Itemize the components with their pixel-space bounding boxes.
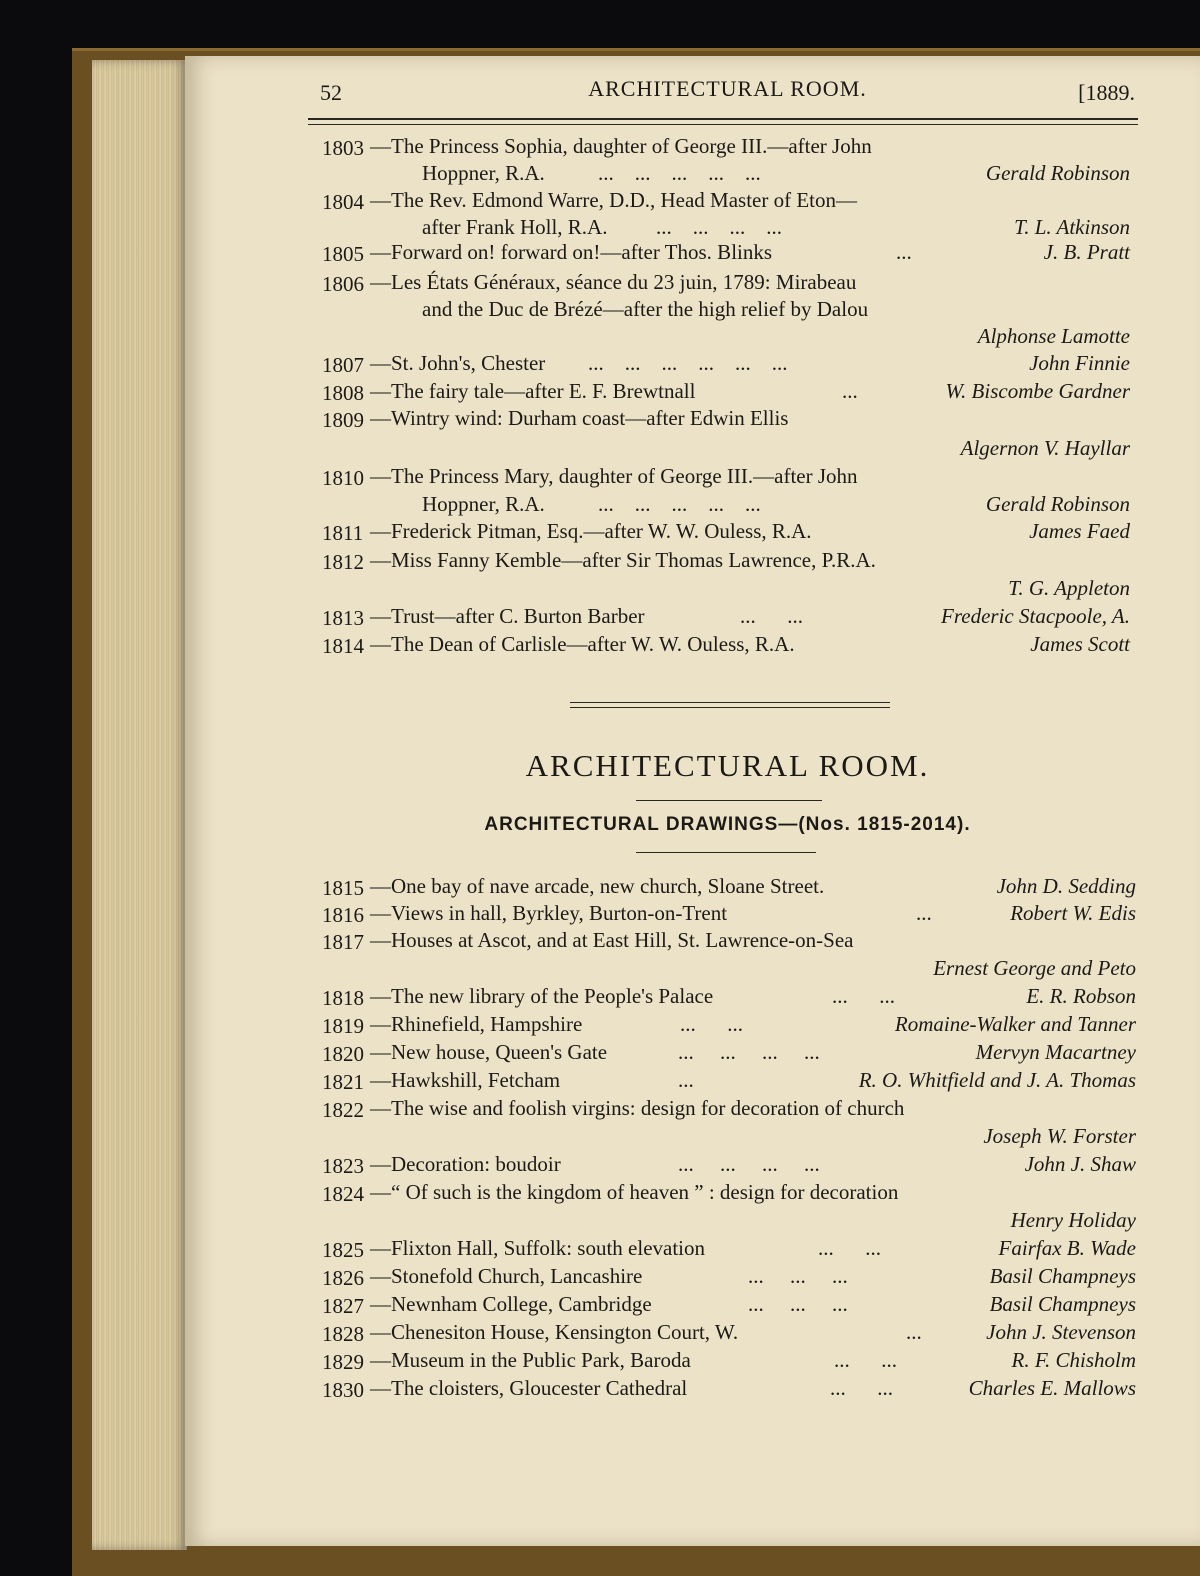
leader-dots: ... ... ... ... ... xyxy=(598,492,761,516)
page-number: 52 xyxy=(320,80,342,105)
entry-number: 1807 xyxy=(322,353,364,377)
entry-title: —Miss Fanny Kemble—after Sir Thomas Lawrence, P.R.A. xyxy=(370,548,876,572)
entry-artist: J. B. Pratt xyxy=(1043,240,1130,264)
section-divider-rule xyxy=(570,707,890,708)
entry-title: —One bay of nave arcade, new church, Sloane Street. xyxy=(370,874,825,898)
entry-title: —Les États Généraux, séance du 23 juin, 1789: Mirabeau xyxy=(370,270,857,294)
entry-artist: W. Biscombe Gardner xyxy=(945,379,1130,403)
leader-dots: ... xyxy=(906,1320,922,1344)
entry-number: 1829 xyxy=(322,1350,364,1374)
header-rule-thin xyxy=(308,124,1138,125)
entry-title: —Hawkshill, Fetcham xyxy=(370,1068,561,1092)
entry-artist: John D. Sedding xyxy=(996,874,1136,898)
entry-artist: Algernon V. Hayllar xyxy=(960,436,1130,460)
entry-number: 1806 xyxy=(322,272,364,296)
entry-artist: John J. Stevenson xyxy=(986,1320,1136,1344)
entry-number: 1815 xyxy=(322,876,364,900)
entry-number: 1809 xyxy=(322,408,364,432)
heading-underline xyxy=(636,800,822,801)
entry-title: —Decoration: boudoir xyxy=(370,1152,561,1176)
entry-title: —Flixton Hall, Suffolk: south elevation xyxy=(370,1236,706,1260)
leader-dots: ... ... ... xyxy=(748,1292,848,1316)
header-rule xyxy=(308,118,1138,120)
entry-artist: Henry Holiday xyxy=(1010,1208,1136,1232)
entry-artist: R. O. Whitfield and J. A. Thomas xyxy=(858,1068,1136,1092)
leader-dots: ... xyxy=(916,901,932,925)
entry-title: —The Dean of Carlisle—after W. W. Ouless, R.A. xyxy=(370,632,795,656)
leader-dots: ... ... ... ... ... xyxy=(598,161,761,185)
entry-number: 1821 xyxy=(322,1070,364,1094)
entry-title: —The Rev. Edmond Warre, D.D., Head Master of Eton— xyxy=(370,188,858,212)
subheading-underline xyxy=(636,852,816,853)
entry-artist: Fairfax B. Wade xyxy=(998,1236,1136,1260)
entry-title: —Wintry wind: Durham coast—after Edwin Ellis xyxy=(370,406,789,430)
entry-title: —The Princess Sophia, daughter of George III.—after John xyxy=(370,134,872,158)
entry-title-continued: and the Duc de Brézé—after the high relief by Dalou xyxy=(422,297,869,321)
leader-dots: ... ... ... ... ... ... xyxy=(588,351,788,375)
entry-number: 1810 xyxy=(322,466,364,490)
entry-number: 1825 xyxy=(322,1238,364,1262)
leader-dots: ... ... ... ... xyxy=(656,215,782,239)
entry-number: 1813 xyxy=(322,606,364,630)
entry-title: —Museum in the Public Park, Baroda xyxy=(370,1348,691,1372)
entry-title: —Frederick Pitman, Esq.—after W. W. Ouless, R.A. xyxy=(370,519,812,543)
entry-artist: Alphonse Lamotte xyxy=(977,324,1130,348)
entry-title: —St. John's, Chester xyxy=(370,351,546,375)
entry-title: —Trust—after C. Burton Barber xyxy=(370,604,645,628)
entry-number: 1811 xyxy=(322,521,364,545)
entry-title: —The cloisters, Gloucester Cathedral xyxy=(370,1376,688,1400)
entry-number: 1817 xyxy=(322,930,364,954)
entry-number: 1808 xyxy=(322,381,364,405)
leader-dots: ... ... xyxy=(834,1348,897,1372)
leader-dots: ... ... ... ... xyxy=(678,1040,820,1064)
entry-title: —“ Of such is the kingdom of heaven ” : design for decoration xyxy=(370,1180,899,1204)
entry-title: —Newnham College, Cambridge xyxy=(370,1292,652,1316)
entry-number: 1804 xyxy=(322,190,364,214)
entry-title: —Stonefold Church, Lancashire xyxy=(370,1264,643,1288)
entry-title: —Views in hall, Byrkley, Burton-on-Trent xyxy=(370,901,728,925)
entry-artist: Gerald Robinson xyxy=(985,161,1130,185)
entry-title: —The new library of the People's Palace xyxy=(370,984,714,1008)
entry-artist: John Finnie xyxy=(1029,351,1130,375)
entry-artist: Basil Champneys xyxy=(989,1292,1136,1316)
entry-artist: R. F. Chisholm xyxy=(1011,1348,1136,1372)
leader-dots: ... ... ... ... xyxy=(678,1152,820,1176)
entry-artist: James Scott xyxy=(1030,632,1130,656)
entry-title-continued: Hoppner, R.A. xyxy=(422,161,545,185)
leader-dots: ... xyxy=(842,379,858,403)
entry-artist: Gerald Robinson xyxy=(985,492,1130,516)
entry-number: 1826 xyxy=(322,1266,364,1290)
entry-artist: James Faed xyxy=(1029,519,1130,543)
entry-number: 1818 xyxy=(322,986,364,1010)
section-subheading: ARCHITECTURAL DRAWINGS—(Nos. 1815-2014). xyxy=(484,814,971,835)
leader-dots: ... ... xyxy=(832,984,895,1008)
entry-title: —New house, Queen's Gate xyxy=(370,1040,608,1064)
entry-number: 1819 xyxy=(322,1014,364,1038)
leader-dots: ... ... ... xyxy=(748,1264,848,1288)
entry-number: 1814 xyxy=(322,634,364,658)
entry-title: —Rhinefield, Hampshire xyxy=(370,1012,583,1036)
entry-number: 1827 xyxy=(322,1294,364,1318)
entry-number: 1824 xyxy=(322,1182,364,1206)
entry-artist: Frederic Stacpoole, A. xyxy=(941,604,1130,628)
entry-title-continued: Hoppner, R.A. xyxy=(422,492,545,516)
entry-artist: T. G. Appleton xyxy=(1008,576,1130,600)
entry-title: —Forward on! forward on!—after Thos. Blinks xyxy=(370,240,773,264)
entry-artist: Charles E. Mallows xyxy=(968,1376,1136,1400)
running-year: [1889. xyxy=(1078,80,1135,105)
entry-title: —The wise and foolish virgins: design for decoration of church xyxy=(370,1096,905,1120)
entry-number: 1823 xyxy=(322,1154,364,1178)
entry-number: 1803 xyxy=(322,136,364,160)
entry-artist: Basil Champneys xyxy=(989,1264,1136,1288)
entry-title: —Houses at Ascot, and at East Hill, St. Lawrence-on-Sea xyxy=(370,928,854,952)
entry-title: —The fairy tale—after E. F. Brewtnall xyxy=(370,379,696,403)
entry-artist: Joseph W. Forster xyxy=(983,1124,1136,1148)
section-divider-rule xyxy=(570,702,890,703)
leader-dots: ... ... xyxy=(818,1236,881,1260)
page-edges xyxy=(92,60,187,1550)
entry-artist: E. R. Robson xyxy=(1026,984,1136,1008)
leader-dots: ... xyxy=(896,240,912,264)
entry-number: 1830 xyxy=(322,1378,364,1402)
leader-dots: ... ... xyxy=(680,1012,743,1036)
section-heading: ARCHITECTURAL ROOM. xyxy=(525,748,930,783)
leader-dots: ... ... xyxy=(830,1376,893,1400)
leader-dots: ... xyxy=(678,1068,694,1092)
entry-number: 1820 xyxy=(322,1042,364,1066)
entry-title-continued: after Frank Holl, R.A. xyxy=(422,215,608,239)
entry-number: 1812 xyxy=(322,550,364,574)
entry-artist: Robert W. Edis xyxy=(1010,901,1136,925)
entry-artist: Mervyn Macartney xyxy=(975,1040,1136,1064)
entry-artist: John J. Shaw xyxy=(1024,1152,1136,1176)
running-head xyxy=(320,76,1135,110)
entry-title: —The Princess Mary, daughter of George III.—after John xyxy=(370,464,858,488)
entry-number: 1805 xyxy=(322,242,364,266)
entry-number: 1816 xyxy=(322,903,364,927)
entry-title: —Chenesiton House, Kensington Court, W. xyxy=(370,1320,739,1344)
entry-artist: Ernest George and Peto xyxy=(933,956,1136,980)
entry-artist: T. L. Atkinson xyxy=(1014,215,1130,239)
entry-number: 1822 xyxy=(322,1098,364,1122)
entry-number: 1828 xyxy=(322,1322,364,1346)
running-title: ARCHITECTURAL ROOM. xyxy=(588,76,867,101)
entry-artist: Romaine-Walker and Tanner xyxy=(894,1012,1136,1036)
leader-dots: ... ... xyxy=(740,604,803,628)
